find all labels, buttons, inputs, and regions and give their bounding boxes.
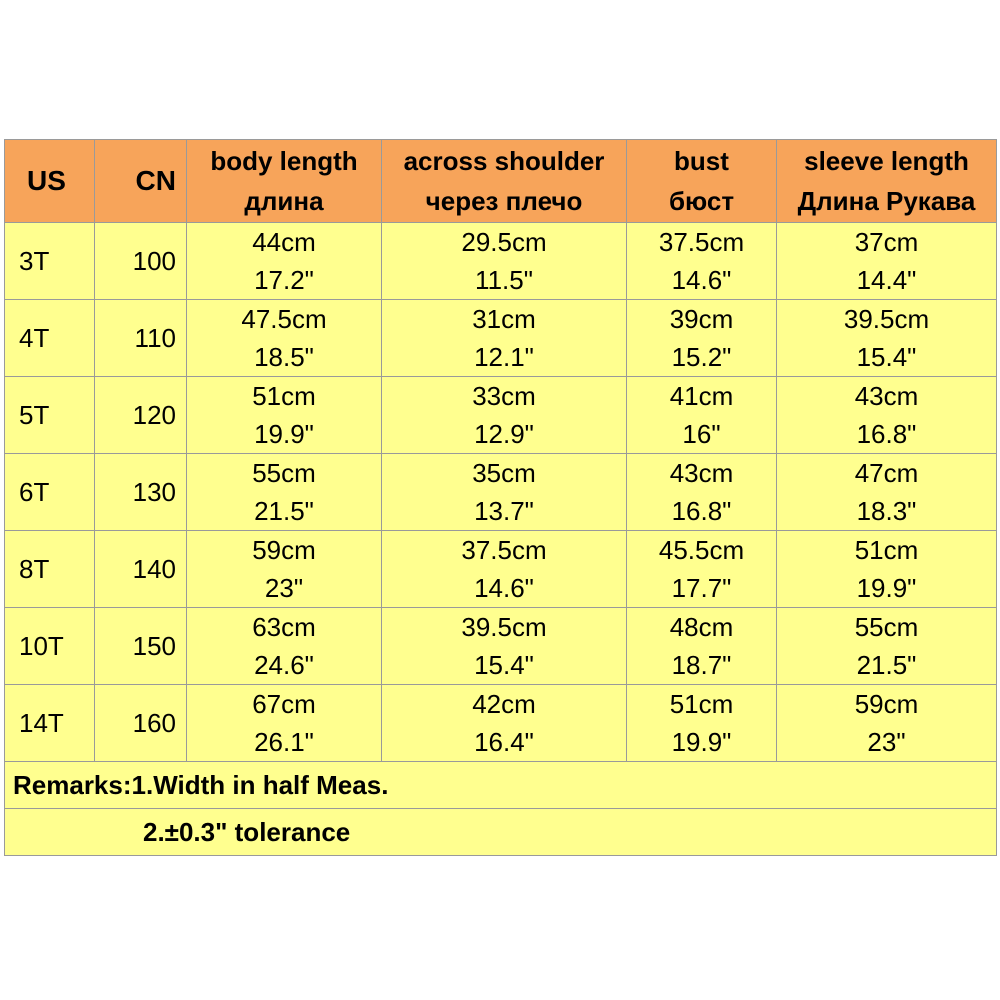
bust-cell: [627, 685, 777, 762]
across-shoulder-inch: 12.1": [474, 342, 534, 372]
size-chart-body: [5, 140, 997, 856]
size-us: 14T: [5, 685, 95, 762]
across-shoulder-cell: [382, 608, 627, 685]
header-bust-en: bust: [674, 146, 729, 176]
header-body-length: [187, 140, 382, 223]
size-us: 5T: [5, 377, 95, 454]
bust-inch: 18.7": [671, 650, 732, 680]
across-shoulder-cm: 29.5cm: [461, 227, 547, 257]
body-length-inch: 18.5": [254, 342, 314, 372]
across-shoulder-cell: [382, 300, 627, 377]
across-shoulder-cm: 33cm: [472, 381, 536, 411]
across-shoulder-inch: 11.5": [475, 265, 533, 295]
body-length-cell: [187, 377, 382, 454]
bust-cell: [627, 531, 777, 608]
sleeve-length-cm: 55cm: [854, 612, 919, 642]
body-length-inch: 26.1": [254, 727, 314, 757]
bust-cm: 48cm: [669, 612, 734, 642]
across-shoulder-cell: [382, 454, 627, 531]
size-us: 6T: [5, 454, 95, 531]
body-length-cm: 44cm: [252, 227, 316, 257]
body-length-cm: 51cm: [252, 381, 316, 411]
bust-cm: 37.5cm: [658, 227, 745, 257]
sleeve-length-inch: 21.5": [856, 650, 917, 680]
header-sleeve-length: [777, 140, 997, 223]
bust-cm: 43cm: [669, 458, 734, 488]
across-shoulder-cm: 31cm: [472, 304, 536, 334]
body-length-cell: [187, 223, 382, 300]
bust-cm: 39cm: [669, 304, 734, 334]
body-length-cm: 67cm: [252, 689, 316, 719]
remark-text: 2.±0.3" tolerance: [5, 809, 997, 856]
body-length-inch: 17.2": [254, 265, 314, 295]
bust-cell: [627, 300, 777, 377]
sleeve-length-cm: 59cm: [854, 689, 919, 719]
table-row: [5, 377, 997, 454]
bust-cell: [627, 608, 777, 685]
sleeve-length-cell: [777, 377, 997, 454]
across-shoulder-cm: 39.5cm: [461, 612, 547, 642]
size-us: 4T: [5, 300, 95, 377]
sleeve-length-cell: [777, 300, 997, 377]
sleeve-length-cell: [777, 608, 997, 685]
body-length-cell: [187, 608, 382, 685]
bust-cm: 41cm: [669, 381, 734, 411]
across-shoulder-cell: [382, 531, 627, 608]
size-cn: 110: [95, 300, 187, 377]
sleeve-length-inch: 23": [867, 727, 906, 757]
header-row: [5, 140, 997, 223]
table-row: [5, 608, 997, 685]
sleeve-length-cell: [777, 454, 997, 531]
body-length-cm: 47.5cm: [241, 304, 327, 334]
body-length-inch: 19.9": [254, 419, 314, 449]
across-shoulder-inch: 14.6": [474, 573, 534, 603]
size-us: 8T: [5, 531, 95, 608]
header-sleeve-length-ru: Длина Рукава: [797, 186, 976, 216]
across-shoulder-cm: 37.5cm: [461, 535, 547, 565]
bust-cell: [627, 223, 777, 300]
table-row: [5, 685, 997, 762]
table-row: [5, 300, 997, 377]
body-length-cell: [187, 531, 382, 608]
sleeve-length-cell: [777, 531, 997, 608]
size-cn: 130: [95, 454, 187, 531]
across-shoulder-inch: 13.7": [474, 496, 534, 526]
bust-cm: 45.5cm: [658, 535, 745, 565]
body-length-cm: 55cm: [252, 458, 316, 488]
size-us: 10T: [5, 608, 95, 685]
sleeve-length-inch: 16.8": [856, 419, 917, 449]
bust-inch: 16.8": [671, 496, 732, 526]
sleeve-length-inch: 18.3": [856, 496, 917, 526]
table-row: [5, 454, 997, 531]
across-shoulder-inch: 12.9": [474, 419, 534, 449]
sleeve-length-inch: 14.4": [856, 265, 917, 295]
size-cn: 140: [95, 531, 187, 608]
sleeve-length-cm: 43cm: [854, 381, 919, 411]
table-row: [5, 531, 997, 608]
body-length-cell: [187, 300, 382, 377]
across-shoulder-cm: 35cm: [472, 458, 536, 488]
bust-inch: 16": [682, 419, 721, 449]
bust-cell: [627, 454, 777, 531]
across-shoulder-cell: [382, 223, 627, 300]
across-shoulder-cell: [382, 685, 627, 762]
size-cn: 150: [95, 608, 187, 685]
header-across-shoulder-ru: через плечо: [425, 186, 583, 216]
body-length-inch: 24.6": [254, 650, 314, 680]
header-body-length-ru: длина: [244, 186, 324, 216]
header-body-length-en: body length: [210, 146, 358, 176]
bust-inch: 15.2": [671, 342, 732, 372]
remarks-row: [5, 762, 997, 809]
bust-inch: 17.7": [671, 573, 732, 603]
header-bust: [627, 140, 777, 223]
header-cn: CN: [95, 140, 187, 223]
header-across-shoulder-en: across shoulder: [403, 146, 605, 176]
body-length-inch: 21.5": [254, 496, 314, 526]
sleeve-length-cell: [777, 685, 997, 762]
sleeve-length-cm: 39.5cm: [843, 304, 930, 334]
bust-inch: 19.9": [671, 727, 732, 757]
header-across-shoulder: [382, 140, 627, 223]
size-cn: 120: [95, 377, 187, 454]
header-sleeve-length-en: sleeve length: [804, 146, 969, 176]
remark-text: Remarks:1.Width in half Meas.: [5, 762, 997, 809]
bust-inch: 14.6": [671, 265, 732, 295]
table-row: [5, 223, 997, 300]
size-chart-table: [4, 139, 997, 856]
bust-cell: [627, 377, 777, 454]
bust-cm: 51cm: [669, 689, 734, 719]
sleeve-length-cm: 37cm: [854, 227, 919, 257]
size-us: 3T: [5, 223, 95, 300]
body-length-cell: [187, 685, 382, 762]
sleeve-length-inch: 19.9": [856, 573, 917, 603]
across-shoulder-inch: 15.4": [474, 650, 534, 680]
sleeve-length-cell: [777, 223, 997, 300]
sleeve-length-cm: 47cm: [854, 458, 919, 488]
header-bust-ru: бюст: [668, 186, 735, 216]
remarks-row: [5, 809, 997, 856]
body-length-inch: 23": [264, 573, 304, 603]
sleeve-length-inch: 15.4": [856, 342, 917, 372]
body-length-cell: [187, 454, 382, 531]
across-shoulder-cell: [382, 377, 627, 454]
across-shoulder-inch: 16.4": [474, 727, 534, 757]
body-length-cm: 59cm: [252, 535, 316, 565]
body-length-cm: 63cm: [252, 612, 316, 642]
size-cn: 160: [95, 685, 187, 762]
across-shoulder-cm: 42cm: [472, 689, 536, 719]
size-cn: 100: [95, 223, 187, 300]
sleeve-length-cm: 51cm: [854, 535, 919, 565]
header-us: US: [5, 140, 95, 223]
